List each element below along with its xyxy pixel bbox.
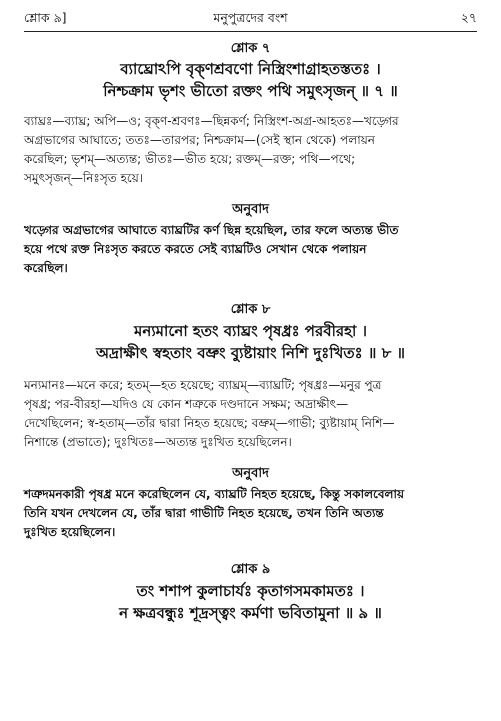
sloka-9-verse-line-2: ন ক্ষত্রবন্ধুঃ শূদ্রস্ত্বং কর্মণা ভবিতামুনা ॥ ৯ ॥ xyxy=(119,604,382,622)
sloka-8-translation-line-1: শত্রুদমনকারী পৃষধ্র মনে করেছিলেন যে, ব্যাঘ্রটি নিহত হয়েছে, কিন্তু সকালবেলায় xyxy=(24,487,405,501)
sloka-8-heading: শ্লোক ৮ xyxy=(230,302,271,317)
sloka-8-verse-line-2: অদ্রাক্ষীৎ স্বহতাং বভ্রুং ব্যুষ্টায়াং নিশি দুঃখিতঃ ॥ ৮ ॥ xyxy=(95,344,406,362)
sloka-8-synonyms-line-3: দেখেছিলেন; স্ব-হতাম্—তাঁর দ্বারা নিহত হয়েছে; বভ্রুম্—গাভী; ব্যুষ্টায়াম্ নিশি— xyxy=(24,416,395,430)
sloka-7-translation-line-2: হয়ে পথে রক্ত নিঃসৃত করতে করতে সেই ব্যাঘ্রটিও সেখান থেকে পলায়ন xyxy=(24,242,367,256)
sloka-7-synonyms-line-3: করেছিল; ভৃশম্—অত্যন্ত; ভীতঃ—ভীত হয়ে; রক্তম্—রক্ত; পথি—পথে; xyxy=(24,152,356,166)
sloka-7-synonyms-line-2: অগ্রভাগের আঘাতে; ততঃ—তারপর; নিশ্চক্রাম—(সেই স্থান থেকে) পলায়ন xyxy=(24,133,375,147)
sloka-8-synonyms-line-4: নিশান্তে (প্রভাতে); দুঃখিতঃ—অত্যন্ত দুঃখিত হয়েছিলেন। xyxy=(24,435,292,449)
header-page-number: ২৭ xyxy=(460,10,477,25)
sloka-7-heading: শ্লোক ৭ xyxy=(230,41,271,56)
sloka-8-translation-line-3: দুঃখিত হয়েছিলেন। xyxy=(24,525,116,539)
sloka-7-synonyms-line-1: ব্যাঘ্রঃ—ব্যাঘ্র; অপি—ও; বৃক্ণ-শ্রবণঃ—ছিন্নকর্ণ; নিস্ত্রিংশ-অগ্র-আহতঃ—খড়্গের xyxy=(24,114,399,128)
sloka-7-verse-line-2: নিশ্চক্রাম ভৃশং ভীতো রক্তং পথি সমুৎসৃজন্ ॥ ৭ ॥ xyxy=(103,82,398,100)
sloka-8-translation-heading: অনুবাদ xyxy=(232,466,269,481)
sloka-7-synonyms-line-4: সমুৎসৃজন্—নিঃসৃত হয়ে। xyxy=(24,171,144,185)
sloka-9-heading: শ্লোক ৯ xyxy=(230,562,271,577)
page-header xyxy=(24,10,477,30)
sloka-7-translation-line-3: করেছিল। xyxy=(24,261,68,275)
sloka-8-synonyms-line-2: পৃষধ্র; পর-বীরহা—যদিও যে কোন শত্রুকে দণ্ডদানে সক্ষম; অদ্রাক্ষীৎ— xyxy=(24,397,349,411)
sloka-8-translation-line-2: তিনি যখন দেখলেন যে, তাঁর দ্বারা গাভীটি নিহত হয়েছে, তখন তিনি অত্যন্ত xyxy=(24,506,384,520)
sloka-8-verse-line-1: মন্যমানো হতং ব্যাঘ্রং পৃষধ্রঃ পরবীরহা । xyxy=(134,322,367,340)
header-chapter-title: মনুপুত্রদের বংশ xyxy=(213,10,288,25)
header-verse-ref: শ্লোক ৯] xyxy=(24,10,67,25)
sloka-9-verse-line-1: তং শশাপ কুলাচার্যঃ কৃতাগসমকামতঃ । xyxy=(136,582,365,600)
sloka-7-translation-line-1: খড়্গের অগ্রভাগের আঘাতে ব্যাঘ্রটির কর্ণ ছিন্ন হয়েছিল, তার ফলে অত্যন্ত ভীত xyxy=(24,223,399,237)
header-rule xyxy=(24,31,477,32)
sloka-7-verse-line-1: ব্যাঘ্রোঽপি বৃক্ণশ্রবণো নিস্ত্রিংশাগ্রাহতস্ততঃ । xyxy=(120,60,381,78)
sloka-8-synonyms-line-1: মন্যমানঃ—মনে করে; হতম্—হত হয়েছে; ব্যাঘ্রম্—ব্যাঘ্রটি; পৃষধ্রঃ—মনুর পুত্র xyxy=(24,378,382,392)
sloka-7-translation-heading: অনুবাদ xyxy=(232,202,269,217)
